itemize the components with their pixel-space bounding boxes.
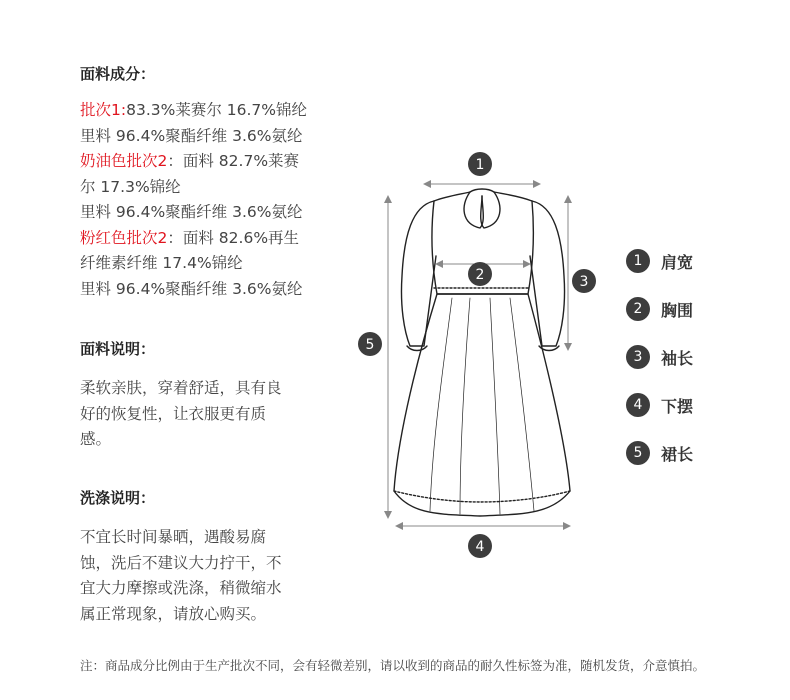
dress-outline — [394, 189, 570, 516]
number-badge: 5 — [626, 441, 650, 465]
fabric-line: 里料 96.4%聚酯纤维 3.6%氨纶 — [80, 126, 303, 145]
legend-item-length: 5 裙长 — [626, 441, 693, 465]
number-badge: 3 — [626, 345, 650, 369]
fabric-desc-heading: 面料说明： — [80, 340, 156, 358]
svg-text:3: 3 — [579, 274, 589, 290]
dress-measurement-diagram — [352, 146, 612, 566]
fabric-line: 尔 17.3%锦纶 — [80, 177, 181, 196]
svg-text:2: 2 — [475, 267, 485, 283]
fabric-line: 奶油色批次2：面料 82.7%莱赛 — [80, 152, 300, 170]
fabric-desc-text: 柔软亲肤，穿着舒适，具有良 好的恢复性，让衣服更有质 感。 — [80, 379, 282, 448]
number-badge: 1 — [626, 249, 650, 273]
number-badge: 4 — [626, 393, 650, 417]
fabric-line: 批次1:83.3%莱赛尔 16.7%锦纶 — [80, 101, 308, 119]
fabric-line: 里料 96.4%聚酯纤维 3.6%氨纶 — [80, 203, 303, 221]
washing-text: 不宜长时间暴晒，遇酸易腐 蚀，洗后不建议大力拧干，不 宜大力摩擦或洗涤，稍微缩水 属正常现象，请放心购买。 — [80, 528, 282, 623]
marker-1 — [468, 152, 492, 176]
marker-5 — [358, 332, 382, 356]
legend-item-hem: 4 下摆 — [626, 393, 693, 417]
marker-3 — [572, 269, 596, 293]
marker-4 — [468, 534, 492, 558]
svg-text:1: 1 — [475, 157, 485, 173]
svg-text:5: 5 — [365, 337, 375, 353]
marker-2 — [468, 262, 492, 286]
legend-item-chest: 2 胸围 — [626, 297, 693, 321]
fabric-line: 粉红色批次2：面料 82.6%再生 — [80, 228, 300, 247]
legend-item-sleeve: 3 袖长 — [626, 345, 693, 369]
legend-item-shoulder: 1 肩宽 — [626, 249, 693, 273]
number-badge: 2 — [626, 297, 650, 321]
fabric-line: 纤维素纤维 17.4%锦纶 — [80, 254, 243, 272]
measurement-lines — [388, 184, 570, 526]
svg-text:4: 4 — [475, 539, 485, 555]
fabric-line: 里料 96.4%聚酯纤维 3.6%氨纶 — [80, 279, 303, 298]
fabric-heading: 面料成分： — [80, 65, 156, 83]
fabric-composition — [80, 98, 307, 302]
footnote: 注：商品成分比例由于生产批次不同，会有轻微差别，请以收到的商品的耐久性标签为准，随机发货，介意慎拍。 — [80, 658, 706, 673]
washing-heading: 洗涤说明： — [80, 489, 156, 507]
